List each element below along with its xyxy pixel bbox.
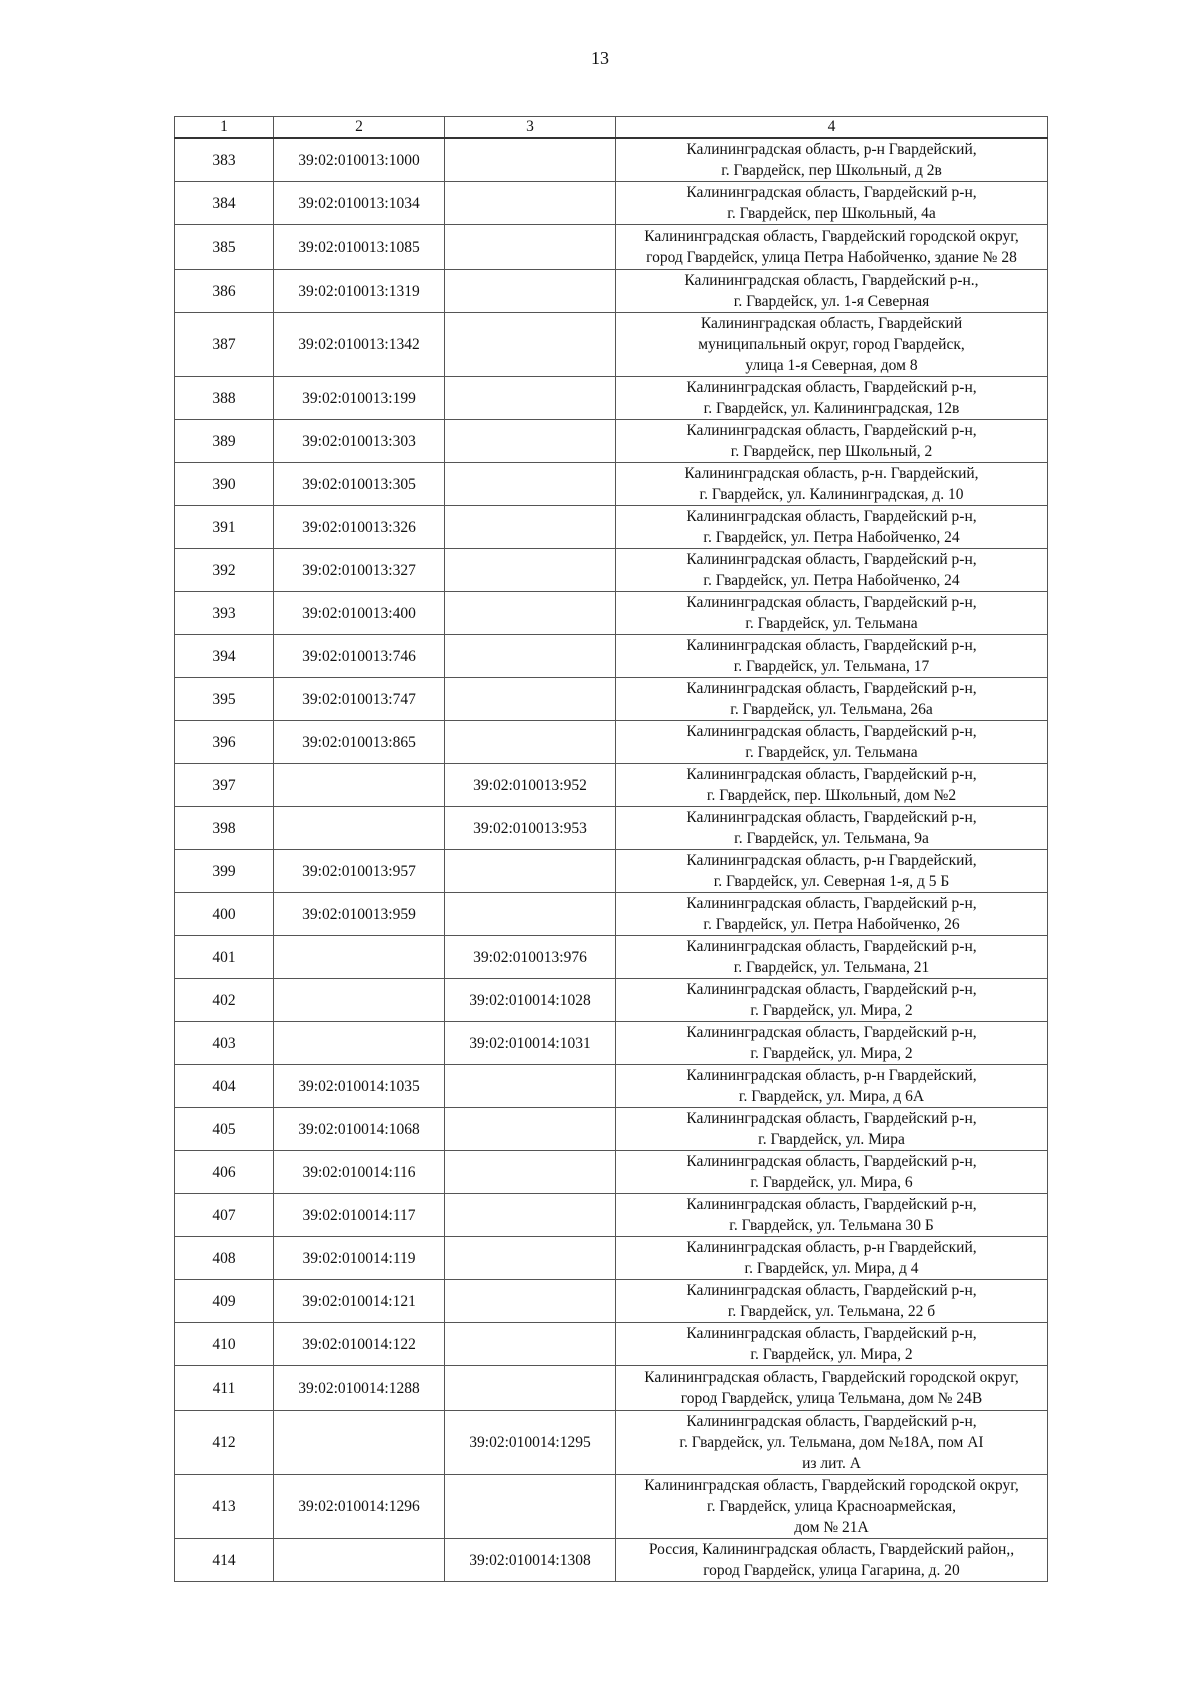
cadastral-number-cell: 39:02:010014:116 <box>274 1151 445 1194</box>
cadastral-number-alt-cell <box>445 270 616 313</box>
cadastral-number-cell: 39:02:010013:1319 <box>274 270 445 313</box>
cadastral-number-cell: 39:02:010013:865 <box>274 721 445 764</box>
cadastral-number-cell: 39:02:010014:117 <box>274 1194 445 1237</box>
cadastral-number-cell: 39:02:010013:1000 <box>274 138 445 182</box>
cadastral-number-cell: 39:02:010013:746 <box>274 635 445 678</box>
row-number-cell: 405 <box>175 1108 274 1151</box>
cadastral-number-alt-cell <box>445 678 616 721</box>
address-cell: Калининградская область, р-н Гвардейский, г. Гвардейск, пер Школьный, д 2в <box>616 138 1048 182</box>
row-number-cell: 407 <box>175 1194 274 1237</box>
table-body <box>175 138 1048 1582</box>
row-number-cell: 410 <box>175 1323 274 1366</box>
row-number-cell: 401 <box>175 936 274 979</box>
cadastral-number-cell: 39:02:010013:199 <box>274 377 445 420</box>
cadastral-number-cell <box>274 807 445 850</box>
row-number-cell: 397 <box>175 764 274 807</box>
table-row <box>175 1108 1048 1151</box>
address-cell: Калининградская область, р-н. Гвардейский, г. Гвардейск, ул. Калининградская, д. 10 <box>616 463 1048 506</box>
address-cell: Калининградская область, Гвардейский р-н., г. Гвардейск, ул. 1-я Северная <box>616 270 1048 313</box>
table-header <box>175 117 1048 139</box>
address-cell: Калининградская область, р-н Гвардейский, г. Гвардейск, ул. Северная 1-я, д 5 Б <box>616 850 1048 893</box>
row-number-cell: 393 <box>175 592 274 635</box>
row-number-cell: 400 <box>175 893 274 936</box>
address-cell: Калининградская область, Гвардейский р-н, г. Гвардейск, ул. Калининградская, 12в <box>616 377 1048 420</box>
address-cell: Калининградская область, Гвардейский р-н, г. Гвардейск, пер Школьный, 4а <box>616 182 1048 225</box>
row-number-cell: 413 <box>175 1475 274 1539</box>
address-cell: Калининградская область, Гвардейский р-н, г. Гвардейск, пер Школьный, 2 <box>616 420 1048 463</box>
cadastral-number-cell: 39:02:010014:121 <box>274 1280 445 1323</box>
cadastral-number-cell: 39:02:010014:119 <box>274 1237 445 1280</box>
cadastral-number-alt-cell <box>445 1280 616 1323</box>
cadastral-number-cell: 39:02:010013:957 <box>274 850 445 893</box>
address-cell: Калининградская область, Гвардейский р-н, г. Гвардейск, ул. Мира, 6 <box>616 1151 1048 1194</box>
row-number-cell: 390 <box>175 463 274 506</box>
row-number-cell: 386 <box>175 270 274 313</box>
address-cell: Калининградская область, Гвардейский р-н, г. Гвардейск, ул. Петра Набойченко, 24 <box>616 506 1048 549</box>
cadastral-number-alt-cell: 39:02:010014:1028 <box>445 979 616 1022</box>
row-number-cell: 398 <box>175 807 274 850</box>
cadastral-number-cell: 39:02:010014:1068 <box>274 1108 445 1151</box>
row-number-cell: 404 <box>175 1065 274 1108</box>
address-cell: Калининградская область, Гвардейский р-н, г. Гвардейск, ул. Тельмана, 22 б <box>616 1280 1048 1323</box>
table-row <box>175 1237 1048 1280</box>
cadastral-number-alt-cell: 39:02:010014:1308 <box>445 1539 616 1582</box>
address-cell: Калининградская область, Гвардейский р-н, г. Гвардейск, ул. Тельмана, 26а <box>616 678 1048 721</box>
cadastral-number-cell: 39:02:010013:327 <box>274 549 445 592</box>
cadastral-number-alt-cell <box>445 549 616 592</box>
row-number-cell: 408 <box>175 1237 274 1280</box>
address-cell: Калининградская область, Гвардейский р-н, г. Гвардейск, ул. Мира, 2 <box>616 1323 1048 1366</box>
row-number-cell: 391 <box>175 506 274 549</box>
cadastral-number-alt-cell <box>445 635 616 678</box>
address-cell: Калининградская область, Гвардейский р-н, г. Гвардейск, ул. Тельмана, 17 <box>616 635 1048 678</box>
cadastral-number-alt-cell <box>445 506 616 549</box>
table-row <box>175 1411 1048 1475</box>
row-number-cell: 389 <box>175 420 274 463</box>
row-number-cell: 394 <box>175 635 274 678</box>
cadastral-number-alt-cell <box>445 1237 616 1280</box>
table-row <box>175 635 1048 678</box>
row-number-cell: 392 <box>175 549 274 592</box>
cadastral-number-alt-cell <box>445 420 616 463</box>
table-row <box>175 721 1048 764</box>
table-row <box>175 678 1048 721</box>
table-row <box>175 979 1048 1022</box>
table-row <box>175 463 1048 506</box>
cadastral-number-alt-cell <box>445 1194 616 1237</box>
table-row <box>175 225 1048 270</box>
address-cell: Калининградская область, р-н Гвардейский, г. Гвардейск, ул. Мира, д 4 <box>616 1237 1048 1280</box>
row-number-cell: 412 <box>175 1411 274 1475</box>
cadastral-number-cell <box>274 979 445 1022</box>
header-col-3: 3 <box>445 117 616 139</box>
cadastral-number-alt-cell <box>445 721 616 764</box>
address-cell: Россия, Калининградская область, Гвардейский район,, город Гвардейск, улица Гагарина, д. 20 <box>616 1539 1048 1582</box>
cadastral-number-cell: 39:02:010013:747 <box>274 678 445 721</box>
row-number-cell: 409 <box>175 1280 274 1323</box>
address-cell: Калининградская область, р-н Гвардейский, г. Гвардейск, ул. Мира, д 6А <box>616 1065 1048 1108</box>
cadastral-number-alt-cell: 39:02:010013:952 <box>445 764 616 807</box>
table-row <box>175 182 1048 225</box>
cadastral-number-cell: 39:02:010013:959 <box>274 893 445 936</box>
address-cell: Калининградская область, Гвардейский р-н, г. Гвардейск, ул. Мира <box>616 1108 1048 1151</box>
table-row <box>175 138 1048 182</box>
table-row <box>175 936 1048 979</box>
address-cell: Калининградская область, Гвардейский р-н, г. Гвардейск, ул. Тельмана, дом №18А, пом AI из лит. А <box>616 1411 1048 1475</box>
cadastral-number-cell: 39:02:010013:400 <box>274 592 445 635</box>
row-number-cell: 383 <box>175 138 274 182</box>
table-row <box>175 1280 1048 1323</box>
cadastral-number-cell: 39:02:010014:1288 <box>274 1366 445 1411</box>
header-col-4: 4 <box>616 117 1048 139</box>
table-row <box>175 1065 1048 1108</box>
table-row <box>175 420 1048 463</box>
table-row <box>175 1022 1048 1065</box>
cadastral-number-alt-cell: 39:02:010014:1031 <box>445 1022 616 1065</box>
cadastral-number-cell: 39:02:010013:326 <box>274 506 445 549</box>
cadastral-number-cell <box>274 936 445 979</box>
row-number-cell: 396 <box>175 721 274 764</box>
address-cell: Калининградская область, Гвардейский р-н, г. Гвардейск, ул. Тельмана, 9а <box>616 807 1048 850</box>
table-row <box>175 377 1048 420</box>
table-row <box>175 1366 1048 1411</box>
table-row <box>175 506 1048 549</box>
table-row <box>175 1194 1048 1237</box>
row-number-cell: 385 <box>175 225 274 270</box>
table-row <box>175 764 1048 807</box>
cadastral-number-alt-cell <box>445 1151 616 1194</box>
cadastral-number-cell <box>274 764 445 807</box>
cadastral-number-alt-cell <box>445 1475 616 1539</box>
address-cell: Калининградская область, Гвардейский р-н, г. Гвардейск, ул. Тельмана <box>616 592 1048 635</box>
table-row <box>175 313 1048 377</box>
address-cell: Калининградская область, Гвардейский р-н, г. Гвардейск, ул. Мира, 2 <box>616 1022 1048 1065</box>
table-row <box>175 1539 1048 1582</box>
cadastral-number-alt-cell: 39:02:010013:953 <box>445 807 616 850</box>
table-row <box>175 807 1048 850</box>
table-row <box>175 270 1048 313</box>
cadastral-number-alt-cell <box>445 313 616 377</box>
row-number-cell: 395 <box>175 678 274 721</box>
row-number-cell: 414 <box>175 1539 274 1582</box>
address-cell: Калининградская область, Гвардейский муниципальный округ, город Гвардейск, улица 1-я Северная, дом 8 <box>616 313 1048 377</box>
address-cell: Калининградская область, Гвардейский р-н, г. Гвардейск, ул. Тельмана, 21 <box>616 936 1048 979</box>
cadastral-number-alt-cell <box>445 377 616 420</box>
table-row <box>175 893 1048 936</box>
page-number: 13 <box>591 48 609 68</box>
cadastral-number-cell <box>274 1411 445 1475</box>
header-col-2: 2 <box>274 117 445 139</box>
table-row <box>175 1151 1048 1194</box>
cadastral-number-alt-cell <box>445 893 616 936</box>
cadastral-number-cell: 39:02:010013:1342 <box>274 313 445 377</box>
cadastral-number-cell: 39:02:010014:122 <box>274 1323 445 1366</box>
address-cell: Калининградская область, Гвардейский р-н, г. Гвардейск, ул. Мира, 2 <box>616 979 1048 1022</box>
row-number-cell: 403 <box>175 1022 274 1065</box>
table-row <box>175 1323 1048 1366</box>
header-col-1: 1 <box>175 117 274 139</box>
cadastral-number-cell: 39:02:010014:1035 <box>274 1065 445 1108</box>
row-number-cell: 384 <box>175 182 274 225</box>
address-cell: Калининградская область, Гвардейский городской округ, г. Гвардейск, улица Красноармейская, дом № 21А <box>616 1475 1048 1539</box>
cadastral-number-alt-cell <box>445 1366 616 1411</box>
address-cell: Калининградская область, Гвардейский р-н, г. Гвардейск, ул. Тельмана 30 Б <box>616 1194 1048 1237</box>
address-cell: Калининградская область, Гвардейский р-н, г. Гвардейск, ул. Тельмана <box>616 721 1048 764</box>
row-number-cell: 406 <box>175 1151 274 1194</box>
row-number-cell: 402 <box>175 979 274 1022</box>
row-number-cell: 411 <box>175 1366 274 1411</box>
table-row <box>175 592 1048 635</box>
cadastral-number-cell <box>274 1022 445 1065</box>
cadastral-number-cell: 39:02:010013:303 <box>274 420 445 463</box>
cadastral-number-cell: 39:02:010013:305 <box>274 463 445 506</box>
cadastral-number-alt-cell <box>445 850 616 893</box>
address-cell: Калининградская область, Гвардейский р-н, г. Гвардейск, ул. Петра Набойченко, 26 <box>616 893 1048 936</box>
table-row <box>175 1475 1048 1539</box>
row-number-cell: 399 <box>175 850 274 893</box>
cadastral-number-alt-cell <box>445 138 616 182</box>
cadastral-number-alt-cell: 39:02:010014:1295 <box>445 1411 616 1475</box>
cadastral-number-cell: 39:02:010014:1296 <box>274 1475 445 1539</box>
cadastral-number-cell: 39:02:010013:1085 <box>274 225 445 270</box>
cadastral-number-alt-cell <box>445 1108 616 1151</box>
address-cell: Калининградская область, Гвардейский городской округ, город Гвардейск, улица Петра Набойченко, здание № 28 <box>616 225 1048 270</box>
table-row <box>175 850 1048 893</box>
cadastral-number-alt-cell <box>445 182 616 225</box>
cadastral-number-alt-cell <box>445 225 616 270</box>
address-cell: Калининградская область, Гвардейский городской округ, город Гвардейск, улица Тельмана, дом № 24В <box>616 1366 1048 1411</box>
row-number-cell: 388 <box>175 377 274 420</box>
cadastral-number-alt-cell: 39:02:010013:976 <box>445 936 616 979</box>
cadastral-number-cell <box>274 1539 445 1582</box>
row-number-cell: 387 <box>175 313 274 377</box>
cadastral-number-alt-cell <box>445 592 616 635</box>
registry-table <box>174 116 1048 1582</box>
cadastral-number-alt-cell <box>445 463 616 506</box>
address-cell: Калининградская область, Гвардейский р-н, г. Гвардейск, пер. Школьный, дом №2 <box>616 764 1048 807</box>
cadastral-number-cell: 39:02:010013:1034 <box>274 182 445 225</box>
cadastral-number-alt-cell <box>445 1323 616 1366</box>
table-row <box>175 549 1048 592</box>
address-cell: Калининградская область, Гвардейский р-н, г. Гвардейск, ул. Петра Набойченко, 24 <box>616 549 1048 592</box>
cadastral-number-alt-cell <box>445 1065 616 1108</box>
